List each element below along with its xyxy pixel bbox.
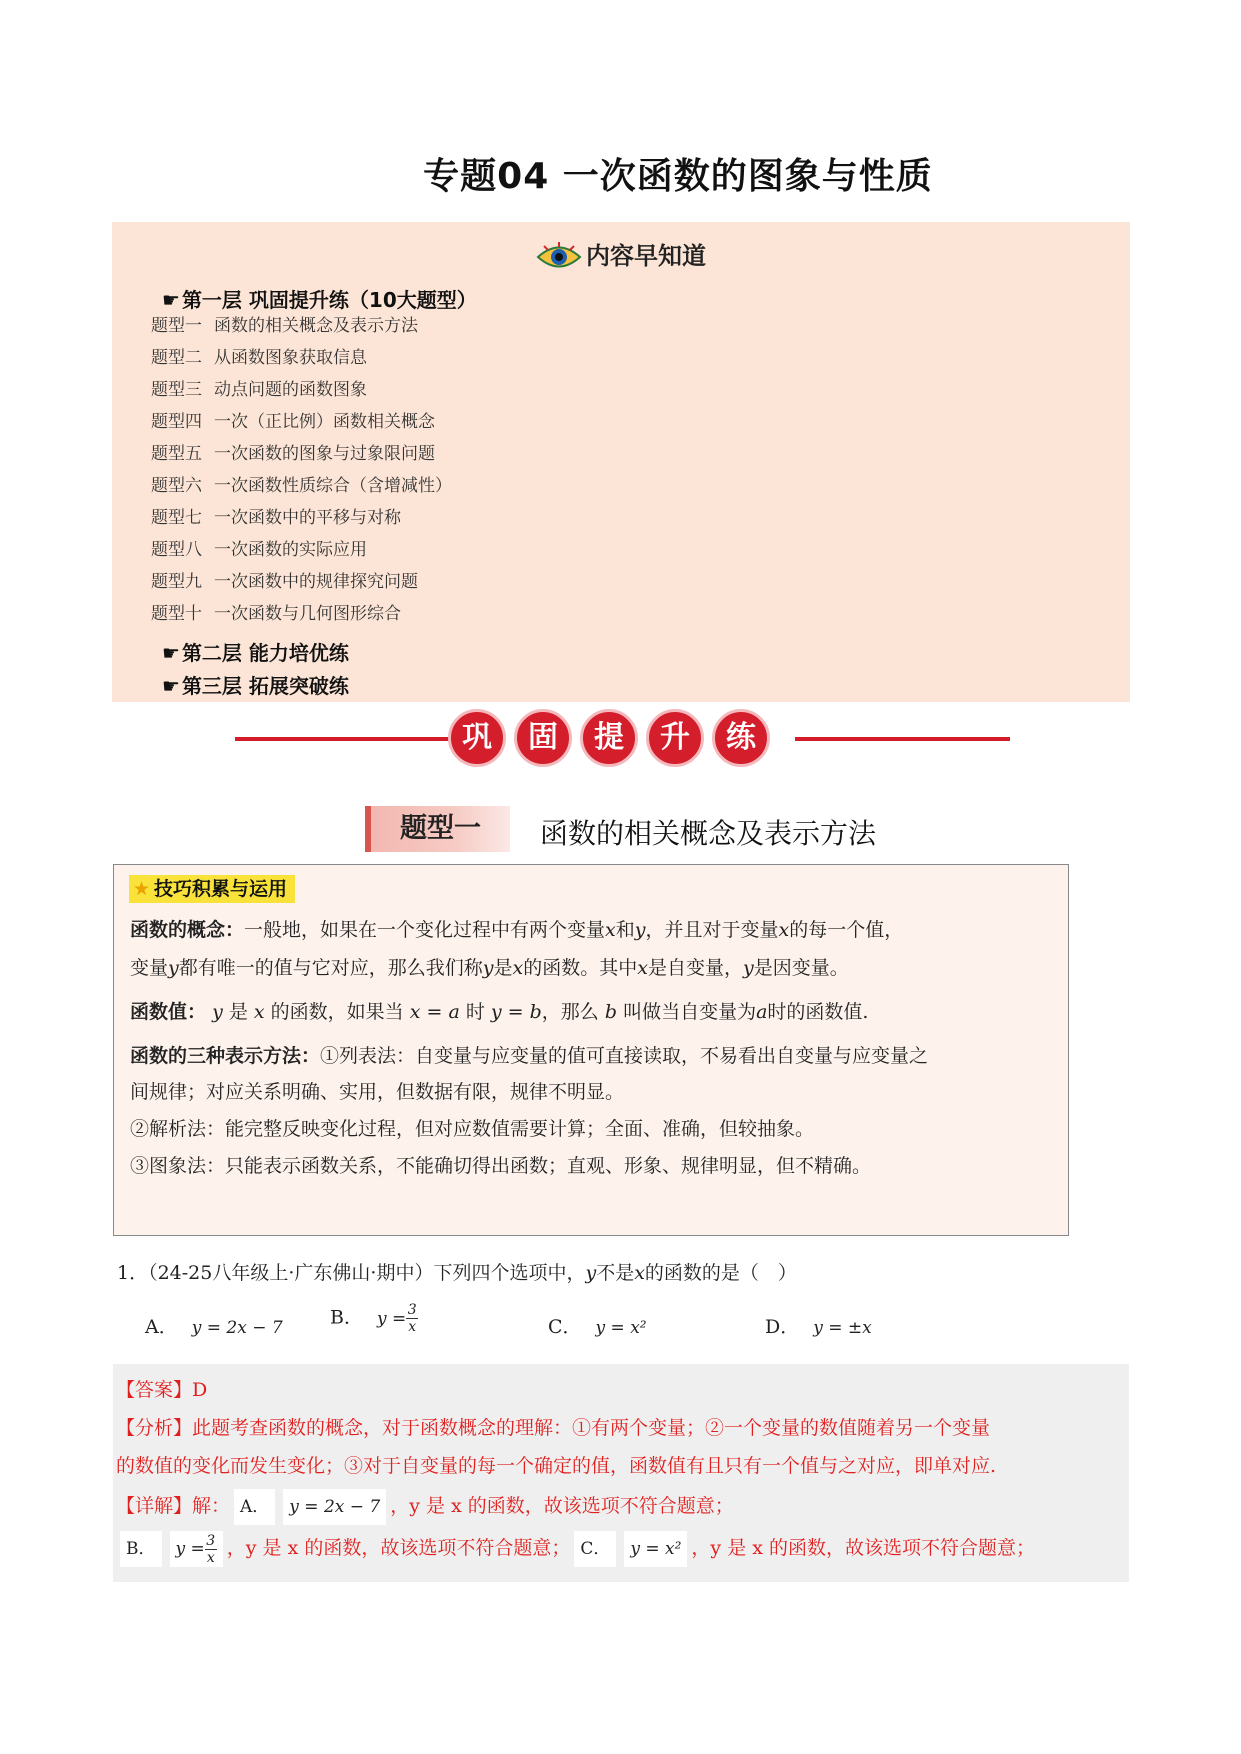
detail-line-2: B． y = $\frac{3}{x}$ ，y 是 x 的函数，故该选项不符合题意； C． y = x² ，y 是 x 的函数，故该选项不符合题意； (116, 1530, 1035, 1567)
concept-paragraph-2: 变量y都有唯一的值与它对应，那么我们称y是x的函数。其中x是自变量，y是因变量。 (130, 957, 849, 979)
fraction: $\frac{3}{x}$ (206, 1533, 216, 1566)
skill-tag: ★ 技巧积累与运用 (129, 875, 295, 903)
list-item: 题型十 一次函数与几何图形综合 (151, 604, 401, 624)
detail-line: 【详解】解： A． y = 2x − 7 ，y 是 x 的函数，故该选项不符合题意； (116, 1488, 734, 1525)
analytic-method-paragraph: ②解析法：能完整反映变化过程，但对应数值需要计算；全面、准确，但较抽象。 (130, 1118, 815, 1140)
banner-char: 提 (580, 709, 638, 767)
list-item: 题型八 一次函数的实际应用 (151, 540, 367, 560)
pointing-hand-icon: ☛ (162, 641, 180, 665)
representation-paragraph-2: 间规律；对应关系明确、实用，但数据有限，规律不明显。 (130, 1081, 625, 1103)
function-value-paragraph: 函数值： y 是 x 的函数，如果当 x = a 时 y = b，那么 b 叫做当自变量为a时的函数值. (130, 1001, 869, 1023)
graph-method-paragraph: ③图象法：只能表示函数关系，不能确切得出函数；直观、形象、规律明显，但不精确。 (130, 1155, 872, 1177)
option-a[interactable]: A． y = 2x − 7 (145, 1316, 283, 1338)
type-list (151, 310, 452, 630)
layer-1-heading (162, 284, 477, 313)
banner-char: 升 (646, 709, 704, 767)
list-item: 题型五 一次函数的图象与过象限问题 (151, 444, 435, 464)
option-d[interactable]: D． y = ±x (765, 1316, 872, 1338)
list-item: 题型九 一次函数中的规律探究问题 (151, 572, 418, 592)
option-c[interactable]: C． y = x² (548, 1316, 647, 1338)
analysis-line-2: 的数值的变化而发生变化；③对于自变量的每一个确定的值，函数值有且只有一个值与之对应，即单对应. (116, 1455, 997, 1477)
pointing-hand-icon: ☛ (162, 288, 180, 312)
layer-2-text: 第二层 能力培优练 (181, 641, 349, 665)
representation-paragraph: 函数的三种表示方法：①列表法：自变量与应变量的值可直接读取，不易看出自变量与应变量之 (130, 1045, 929, 1067)
type-label: 题型一 (365, 806, 510, 852)
toc-panel (112, 222, 1130, 702)
layer-1-text: 第一层 巩固提升练（10大题型） (181, 288, 477, 312)
list-item: 题型四 一次（正比例）函数相关概念 (151, 412, 435, 432)
layer-3-heading (162, 670, 349, 699)
layer-3-text: 第三层 拓展突破练 (181, 674, 349, 698)
list-item: 题型二 从函数图象获取信息 (151, 348, 367, 368)
section-banner (448, 709, 770, 767)
list-item: 题型一 函数的相关概念及表示方法 (151, 316, 418, 336)
concept-paragraph: 函数的概念：一般地，如果在一个变化过程中有两个变量x和y，并且对于变量x的每一个值， (130, 919, 904, 941)
banner-line-right (795, 737, 1010, 741)
pointing-hand-icon: ☛ (162, 674, 180, 698)
analysis-line-1: 【分析】此题考查函数的概念，对于函数概念的理解：①有两个变量；②一个变量的数值随着另一个变量 (116, 1417, 991, 1439)
toc-heading-text: 内容早知道 (586, 242, 706, 270)
banner-char: 练 (712, 709, 770, 767)
banner-char: 巩 (448, 709, 506, 767)
layer-2-heading (162, 637, 349, 666)
option-b[interactable]: B． y = $\frac{3}{x}$ (330, 1302, 417, 1335)
list-item: 题型七 一次函数中的平移与对称 (151, 508, 401, 528)
page-title: 专题04 一次函数的图象与性质 (423, 156, 933, 197)
list-item: 题型六 一次函数性质综合（含增减性） (151, 476, 452, 496)
skill-box (113, 864, 1069, 1236)
answer-line: 【答案】D (116, 1379, 208, 1401)
banner-line-left (235, 737, 450, 741)
banner-char: 固 (514, 709, 572, 767)
list-item: 题型三 动点问题的函数图象 (151, 380, 367, 400)
toc-heading (112, 236, 1130, 272)
question-stem: 1．（24-25八年级上·广东佛山·期中）下列四个选项中，y不是x的函数的是（ ） (117, 1262, 797, 1284)
star-icon: ★ (133, 878, 151, 900)
answer-panel (113, 1364, 1129, 1582)
eye-icon (536, 242, 582, 272)
type-title: 函数的相关概念及表示方法 (540, 817, 877, 850)
fraction: $\frac{3}{x}$ (407, 1302, 417, 1335)
